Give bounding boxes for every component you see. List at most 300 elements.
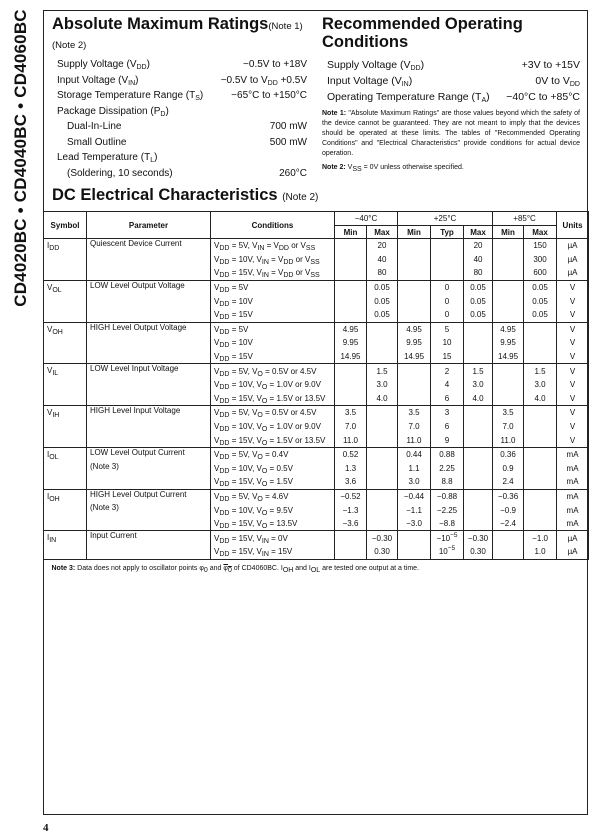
value-cell bbox=[464, 489, 493, 503]
header-temp-minus40: −40°C bbox=[335, 212, 398, 226]
symbol-cell: $I_{OH}$ bbox=[44, 489, 87, 531]
header-max: Max bbox=[524, 226, 557, 239]
dc-characteristics-table bbox=[43, 211, 589, 578]
value-cell bbox=[335, 266, 367, 280]
value-cell: 3.0 bbox=[367, 378, 398, 392]
table-row bbox=[44, 364, 589, 378]
amr-item-value: −0.5V to +18V bbox=[243, 59, 307, 71]
amr-title-note: (Note 1) bbox=[268, 21, 303, 32]
value-cell bbox=[493, 266, 524, 280]
value-cell bbox=[493, 239, 524, 253]
units-cell: V bbox=[557, 280, 589, 294]
absolute-max-ratings-section bbox=[52, 15, 312, 181]
conditions-cell: $V_{DD} = 5V$, $V_O = 4.6V$ bbox=[211, 489, 335, 503]
value-cell: −0.30 bbox=[464, 531, 493, 545]
header-min: Min bbox=[398, 226, 431, 239]
value-cell: 0.05 bbox=[524, 308, 557, 322]
value-cell bbox=[335, 364, 367, 378]
note-3: Note 3: Data does not apply to oscillator points $\varphi_0$ and $\varphi_0$ of CD4060BC. $I_{OH}$ and $I_{OL}$ are tested one output at a time. bbox=[44, 559, 589, 578]
value-cell: 0 bbox=[431, 294, 464, 308]
amr-item-value: 500 mW bbox=[269, 136, 307, 148]
value-cell: 80 bbox=[464, 266, 493, 280]
units-cell: V bbox=[557, 308, 589, 322]
value-cell: 2.25 bbox=[431, 462, 464, 476]
subscript: DD bbox=[569, 81, 580, 88]
units-cell: V bbox=[557, 433, 589, 447]
header-max: Max bbox=[464, 226, 493, 239]
value-cell: 1.5 bbox=[367, 364, 398, 378]
value-cell: 80 bbox=[367, 266, 398, 280]
value-cell: −3.0 bbox=[398, 517, 431, 531]
value-cell: −0.88 bbox=[431, 489, 464, 503]
units-cell: mA bbox=[557, 489, 589, 503]
parameter-cell bbox=[87, 406, 211, 448]
header-max: Max bbox=[367, 226, 398, 239]
value-cell: 11.0 bbox=[398, 433, 431, 447]
units-cell: µA bbox=[557, 545, 589, 559]
value-cell: 4 bbox=[431, 378, 464, 392]
subscript: A bbox=[481, 97, 487, 104]
value-cell bbox=[367, 447, 398, 461]
units-cell: V bbox=[557, 364, 589, 378]
note-2-pre: V bbox=[345, 164, 353, 171]
value-cell bbox=[493, 392, 524, 406]
conditions-cell: $V_{DD} = 15V$, $V_O = 1.5V$ bbox=[211, 475, 335, 489]
value-cell bbox=[398, 280, 431, 294]
value-cell: −0.36 bbox=[493, 489, 524, 503]
value-cell: −1.0 bbox=[524, 531, 557, 545]
value-cell: 1.5 bbox=[464, 364, 493, 378]
units-cell: V bbox=[557, 392, 589, 406]
subscript: DD bbox=[136, 64, 147, 72]
units-cell: V bbox=[557, 322, 589, 336]
conditions-cell: $V_{DD} = 5V$ bbox=[211, 280, 335, 294]
value-cell: 150 bbox=[524, 239, 557, 253]
value-cell: 0.36 bbox=[493, 447, 524, 461]
value-cell: −1.3 bbox=[335, 503, 367, 517]
header-min: Min bbox=[335, 226, 367, 239]
conditions-cell: $V_{DD} = 10V$, $V_O = 9.5V$ bbox=[211, 503, 335, 517]
value-cell: −0.52 bbox=[335, 489, 367, 503]
conditions-cell: $V_{DD} = 15V$, $V_{IN} = 0V$ bbox=[211, 531, 335, 545]
amr-item-label: (Soldering, 10 seconds) bbox=[67, 167, 173, 179]
value-cell: −2.25 bbox=[431, 503, 464, 517]
units-cell: V bbox=[557, 406, 589, 420]
value-cell bbox=[493, 378, 524, 392]
value-cell bbox=[335, 392, 367, 406]
value-cell: 20 bbox=[367, 239, 398, 253]
header-typ: Typ bbox=[431, 226, 464, 239]
amr-item-row bbox=[57, 73, 307, 89]
conditions-cell: $V_{DD} = 15V$, $V_O = 1.5V$ or 13.5V bbox=[211, 392, 335, 406]
note-2-sub: SS bbox=[352, 166, 362, 173]
value-cell: 0.30 bbox=[464, 545, 493, 559]
dc-characteristics-title bbox=[52, 186, 318, 205]
units-cell: V bbox=[557, 350, 589, 364]
value-cell bbox=[493, 545, 524, 559]
value-cell bbox=[464, 462, 493, 476]
value-cell bbox=[524, 475, 557, 489]
value-cell: 15 bbox=[431, 350, 464, 364]
value-cell: 11.0 bbox=[335, 433, 367, 447]
value-cell: 1.5 bbox=[524, 364, 557, 378]
recommended-operating-title: Recommended Operating Conditions bbox=[322, 15, 523, 51]
value-cell: 4.95 bbox=[398, 322, 431, 336]
note-2-label: Note 2: bbox=[322, 164, 346, 171]
amr-item-label: Small Outline bbox=[67, 136, 127, 148]
header-units: Units bbox=[557, 212, 589, 239]
value-cell bbox=[398, 531, 431, 545]
parameter-cell bbox=[87, 239, 211, 281]
header-temp-85: +85°C bbox=[493, 212, 557, 226]
note-1-text: "Absolute Maximum Ratings" are those values beyond which the safety of the device cannot be guaranteed. They are not meant to imply that the devices should be operated at these limits. The tables of "Recommended Operating Conditions" and "Electrical Characteristics" provide conditions for actual device operation. bbox=[322, 110, 580, 157]
value-cell bbox=[398, 294, 431, 308]
subscript: OH bbox=[49, 495, 60, 503]
value-cell bbox=[398, 239, 431, 253]
value-cell: 0.05 bbox=[464, 280, 493, 294]
value-cell: 14.95 bbox=[493, 350, 524, 364]
value-cell bbox=[493, 294, 524, 308]
amr-item-label: Supply Voltage $(V_{DD})$ bbox=[57, 59, 150, 72]
value-cell: 0.30 bbox=[367, 545, 398, 559]
value-cell: 9.95 bbox=[493, 336, 524, 350]
amr-item-row bbox=[57, 119, 307, 135]
value-cell bbox=[367, 420, 398, 434]
conditions-cell: $V_{DD} = 10V$, $V_{IN} = V_{DD}$ or $V_{SS}$ bbox=[211, 253, 335, 267]
value-cell bbox=[524, 462, 557, 476]
value-cell bbox=[398, 253, 431, 267]
amr-item-row bbox=[57, 88, 307, 104]
amr-item-value: 260°C bbox=[279, 167, 307, 179]
value-cell: 4.0 bbox=[367, 392, 398, 406]
value-cell bbox=[367, 336, 398, 350]
conditions-cell: $V_{DD} = 15V$, $V_{IN} = V_{DD}$ or $V_{SS}$ bbox=[211, 266, 335, 280]
parameter-cell bbox=[87, 364, 211, 406]
value-cell bbox=[367, 503, 398, 517]
conditions-cell: $V_{DD} = 15V$ bbox=[211, 350, 335, 364]
value-cell: 20 bbox=[464, 239, 493, 253]
value-cell: 11.0 bbox=[493, 433, 524, 447]
value-cell: 14.95 bbox=[398, 350, 431, 364]
amr-item-row bbox=[57, 135, 307, 151]
amr-item-row bbox=[57, 57, 307, 73]
subscript: S bbox=[195, 95, 200, 103]
value-cell bbox=[398, 308, 431, 322]
units-cell: mA bbox=[557, 517, 589, 531]
value-cell: 0.9 bbox=[493, 462, 524, 476]
amr-item-label: Storage Temperature Range $(T_S)$ bbox=[57, 90, 204, 103]
value-cell bbox=[431, 239, 464, 253]
subscript: OL bbox=[49, 453, 59, 461]
value-cell: 14.95 bbox=[335, 350, 367, 364]
amr-item-value: −65°C to +150°C bbox=[231, 90, 307, 102]
note-2 bbox=[322, 163, 580, 173]
value-cell: 0.05 bbox=[524, 294, 557, 308]
parameter-line: HIGH Level Output Current bbox=[90, 489, 187, 499]
subscript: OL bbox=[52, 286, 62, 294]
parameter-line: LOW Level Input Voltage bbox=[90, 364, 179, 374]
dc-table-body bbox=[44, 239, 589, 578]
value-cell: 3.5 bbox=[335, 406, 367, 420]
parameter-line: HIGH Level Input Voltage bbox=[90, 406, 181, 416]
note-1 bbox=[322, 109, 580, 159]
conditions-cell: $V_{DD} = 15V$, $V_O = 13.5V$ bbox=[211, 517, 335, 531]
header-temp-25: +25°C bbox=[398, 212, 493, 226]
value-cell: 40 bbox=[367, 253, 398, 267]
document-side-title bbox=[10, 8, 32, 308]
value-cell bbox=[398, 392, 431, 406]
subscript: IN bbox=[128, 79, 136, 87]
value-cell: 7.0 bbox=[493, 420, 524, 434]
amr-item-row bbox=[57, 104, 307, 120]
parameter-cell bbox=[87, 447, 211, 489]
value-cell: −0.30 bbox=[367, 531, 398, 545]
subscript: D bbox=[160, 110, 166, 118]
value-cell: 3.0 bbox=[398, 475, 431, 489]
value-cell: 1.0 bbox=[524, 545, 557, 559]
table-row bbox=[44, 406, 589, 420]
value-cell bbox=[464, 336, 493, 350]
value-cell: −3.6 bbox=[335, 517, 367, 531]
roc-list bbox=[322, 57, 580, 105]
value-cell: 10 bbox=[431, 336, 464, 350]
parameter-line: HIGH Level Output Voltage bbox=[90, 322, 187, 332]
symbol-cell: $V_{IL}$ bbox=[44, 364, 87, 406]
value-cell bbox=[431, 266, 464, 280]
value-cell bbox=[335, 378, 367, 392]
units-cell: µA bbox=[557, 239, 589, 253]
value-cell bbox=[493, 531, 524, 545]
parameter-cell bbox=[87, 322, 211, 364]
value-cell: 600 bbox=[524, 266, 557, 280]
value-cell: 40 bbox=[464, 253, 493, 267]
value-cell: 0.05 bbox=[367, 308, 398, 322]
units-cell: V bbox=[557, 378, 589, 392]
value-cell bbox=[464, 406, 493, 420]
conditions-cell: $V_{DD} = 5V$, $V_O = 0.5V$ or 4.5V bbox=[211, 364, 335, 378]
value-cell: 4.95 bbox=[493, 322, 524, 336]
value-cell: 0.88 bbox=[431, 447, 464, 461]
table-row bbox=[44, 531, 589, 545]
value-cell bbox=[398, 364, 431, 378]
subscript: IH bbox=[52, 412, 60, 420]
units-cell: µA bbox=[557, 253, 589, 267]
roc-item-row bbox=[327, 57, 580, 73]
value-cell: 9.95 bbox=[335, 336, 367, 350]
conditions-cell: $V_{DD} = 15V$ bbox=[211, 308, 335, 322]
parameter-cell bbox=[87, 280, 211, 322]
note-1-label: Note 1: bbox=[322, 110, 347, 117]
units-cell: mA bbox=[557, 475, 589, 489]
amr-item-label: Input Voltage $(V_{IN})$ bbox=[57, 74, 139, 87]
value-cell bbox=[398, 266, 431, 280]
symbol-cell: $I_{DD}$ bbox=[44, 239, 87, 281]
subscript: DD bbox=[49, 245, 60, 252]
subscript: IL bbox=[52, 370, 59, 378]
value-cell: 0.44 bbox=[398, 447, 431, 461]
value-cell bbox=[398, 545, 431, 559]
conditions-cell: $V_{DD} = 5V$, $V_{IN} = V_{DD}$ or $V_{SS}$ bbox=[211, 239, 335, 253]
symbol-cell: $V_{IH}$ bbox=[44, 406, 87, 448]
table-row bbox=[44, 239, 589, 253]
value-cell bbox=[464, 475, 493, 489]
value-cell bbox=[464, 420, 493, 434]
parameter-cell bbox=[87, 531, 211, 559]
symbol-cell: $V_{OL}$ bbox=[44, 280, 87, 322]
value-cell bbox=[367, 433, 398, 447]
value-cell bbox=[524, 503, 557, 517]
page-number: 4 bbox=[43, 822, 49, 834]
conditions-cell: $V_{DD} = 15V$, $V_O = 1.5V$ or 13.5V bbox=[211, 433, 335, 447]
value-cell bbox=[335, 253, 367, 267]
symbol-cell: $I_{OL}$ bbox=[44, 447, 87, 489]
table-row bbox=[44, 489, 589, 503]
value-cell: −0.9 bbox=[493, 503, 524, 517]
value-cell: 4.95 bbox=[335, 322, 367, 336]
value-cell: 3.6 bbox=[335, 475, 367, 489]
conditions-cell: $V_{DD} = 5V$, $V_O = 0.5V$ or 4.5V bbox=[211, 406, 335, 420]
conditions-cell: $V_{DD} = 10V$, $V_O = 1.0V$ or 9.0V bbox=[211, 420, 335, 434]
value-cell bbox=[524, 420, 557, 434]
value-cell bbox=[464, 503, 493, 517]
symbol-cell: $I_{IN}$ bbox=[44, 531, 87, 559]
value-cell: $-10^{-5}$ bbox=[431, 531, 464, 545]
value-cell bbox=[335, 545, 367, 559]
value-cell bbox=[524, 517, 557, 531]
value-cell: 7.0 bbox=[398, 420, 431, 434]
value-cell: −0.44 bbox=[398, 489, 431, 503]
value-cell bbox=[335, 531, 367, 545]
value-cell bbox=[367, 475, 398, 489]
conditions-cell: $V_{DD} = 10V$, $V_O = 0.5V$ bbox=[211, 462, 335, 476]
value-cell bbox=[524, 489, 557, 503]
amr-item-label: Package Dissipation $(P_D)$ bbox=[57, 105, 169, 118]
amr-list bbox=[52, 57, 307, 181]
value-cell: 5 bbox=[431, 322, 464, 336]
units-cell: µA bbox=[557, 266, 589, 280]
conditions-cell: $V_{DD} = 10V$, $V_O = 1.0V$ or 9.0V bbox=[211, 378, 335, 392]
subscript: IN bbox=[401, 81, 409, 88]
value-cell bbox=[367, 322, 398, 336]
side-title-text: CD4020BC • CD4040BC • CD4060BC bbox=[11, 9, 30, 307]
conditions-cell: $V_{DD} = 5V$ bbox=[211, 322, 335, 336]
units-cell: mA bbox=[557, 503, 589, 517]
value-cell bbox=[367, 489, 398, 503]
value-cell: 300 bbox=[524, 253, 557, 267]
subscript: DD bbox=[410, 65, 421, 72]
value-cell bbox=[464, 322, 493, 336]
value-cell: 4.0 bbox=[464, 392, 493, 406]
value-cell: 3.0 bbox=[464, 378, 493, 392]
roc-item-row bbox=[327, 73, 580, 89]
parameter-line: LOW Level Output Current bbox=[90, 447, 185, 457]
value-cell bbox=[493, 308, 524, 322]
value-cell bbox=[524, 322, 557, 336]
value-cell bbox=[493, 253, 524, 267]
amr-item-value: −0.5V to $V_{DD} +0.5V$ bbox=[220, 74, 307, 87]
roc-item-label: Input Voltage $(V_{IN})$ bbox=[327, 75, 413, 88]
roc-item-value: 0V to $V_{DD}$ bbox=[535, 75, 580, 88]
value-cell bbox=[335, 280, 367, 294]
conditions-cell: $V_{DD} = 5V$, $V_O = 0.4V$ bbox=[211, 447, 335, 461]
header-min: Min bbox=[493, 226, 524, 239]
parameter-line: (Note 3) bbox=[90, 503, 119, 513]
amr-item-label: Dual-In-Line bbox=[67, 121, 122, 133]
note-3-row bbox=[44, 559, 589, 578]
value-cell: 0.05 bbox=[367, 280, 398, 294]
value-cell: 3.5 bbox=[398, 406, 431, 420]
value-cell bbox=[431, 253, 464, 267]
value-cell bbox=[464, 433, 493, 447]
value-cell bbox=[464, 447, 493, 461]
table-row bbox=[44, 447, 589, 461]
units-cell: V bbox=[557, 336, 589, 350]
value-cell bbox=[493, 280, 524, 294]
value-cell: 0.05 bbox=[367, 294, 398, 308]
value-cell bbox=[367, 406, 398, 420]
value-cell bbox=[335, 239, 367, 253]
value-cell: 9 bbox=[431, 433, 464, 447]
value-cell: 0.05 bbox=[464, 294, 493, 308]
subscript: L bbox=[150, 157, 155, 165]
conditions-cell: $V_{DD} = 10V$ bbox=[211, 294, 335, 308]
note-2-post: = 0V unless otherwise specified. bbox=[361, 164, 464, 171]
subscript: DD bbox=[267, 79, 278, 87]
value-cell: −1.1 bbox=[398, 503, 431, 517]
value-cell bbox=[367, 350, 398, 364]
value-cell: 6 bbox=[431, 420, 464, 434]
value-cell bbox=[398, 378, 431, 392]
value-cell bbox=[335, 294, 367, 308]
amr-item-row bbox=[57, 150, 307, 166]
absolute-max-ratings-title bbox=[52, 15, 312, 34]
value-cell: $10^{-5}$ bbox=[431, 545, 464, 559]
conditions-cell: $V_{DD} = 10V$ bbox=[211, 336, 335, 350]
parameter-line: Quiescent Device Current bbox=[90, 239, 182, 248]
value-cell: −8.8 bbox=[431, 517, 464, 531]
amr-item-value: 700 mW bbox=[269, 121, 307, 133]
parameter-line: LOW Level Output Voltage bbox=[90, 280, 185, 290]
value-cell bbox=[335, 308, 367, 322]
table-row bbox=[44, 280, 589, 294]
amr-item-row bbox=[57, 166, 307, 182]
units-cell: mA bbox=[557, 462, 589, 476]
roc-item-value: +3V to +15V bbox=[521, 59, 580, 71]
units-cell: mA bbox=[557, 447, 589, 461]
value-cell bbox=[524, 406, 557, 420]
header-parameter: Parameter bbox=[87, 212, 211, 239]
value-cell: 3.5 bbox=[493, 406, 524, 420]
value-cell: 8.8 bbox=[431, 475, 464, 489]
value-cell: 9.95 bbox=[398, 336, 431, 350]
subscript: IN bbox=[49, 537, 57, 545]
value-cell bbox=[493, 364, 524, 378]
amr-item-label: Lead Temperature $(T_L)$ bbox=[57, 152, 158, 165]
value-cell: 1.3 bbox=[335, 462, 367, 476]
value-cell: 3 bbox=[431, 406, 464, 420]
roc-item-value: −40°C to +85°C bbox=[506, 91, 580, 103]
value-cell bbox=[524, 336, 557, 350]
units-cell: V bbox=[557, 294, 589, 308]
symbol-cell: $V_{OH}$ bbox=[44, 322, 87, 364]
table-row bbox=[44, 322, 589, 336]
roc-item-label: Operating Temperature Range $(T_A)$ bbox=[327, 91, 490, 104]
value-cell: 0.05 bbox=[524, 280, 557, 294]
subscript: OH bbox=[52, 328, 63, 336]
value-cell: 0.05 bbox=[464, 308, 493, 322]
value-cell: 2.4 bbox=[493, 475, 524, 489]
header-conditions: Conditions bbox=[211, 212, 335, 239]
